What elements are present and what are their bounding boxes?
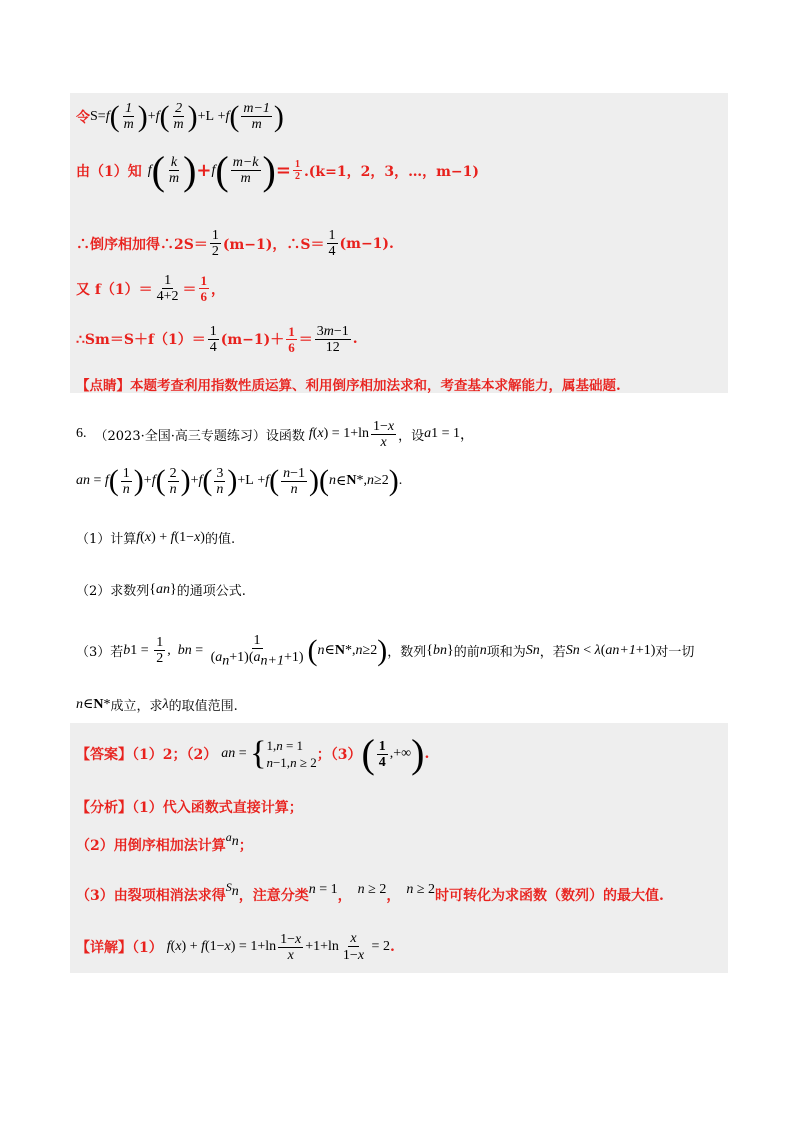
solution-line-4: 又 f（1）＝ $\frac{1}{4+2}$ ＝ $\frac{1}{6}$ ，	[76, 273, 226, 304]
let-label: 令	[76, 109, 90, 126]
problem-source: （2023·全国·高三专题练习）设函数	[94, 428, 305, 444]
solution-line-3: ∴倒序相加得∴2S＝ $\frac{1}{2}$ (m−1)，∴S＝ $\frac{1}{4}$ (m−1).	[76, 228, 394, 259]
insight-note: 【点睛】本题考查利用指数性质运算、利用倒序相加法求和，考查基本求解能力，属基础题.	[76, 378, 621, 394]
question-3-line-2: n ∈ N * 成立，求 λ 的取值范围.	[76, 696, 238, 714]
answer-line: 【答案】（1）2；（2） a n = { 1,n = 1 n−1,n ≥ 2 ；（3） ( $\frac{1}{4}$ ,+∞ ) .	[76, 731, 430, 776]
solution-panel-top	[70, 93, 728, 393]
solution-line-2: 由（1）知 f ( $\frac{k}{m}$ ) + f ( $\frac{m-k}{m}$ ) = $\frac{1}{2}$ .(k=1，2，3，…，m−1)	[76, 147, 479, 193]
analysis-line-3: （3）由裂项相消法求得 $S_n$ ，注意分类 n = 1 ， n ≥ 2 ， n ≥ 2 时可转化为求函数（数列）的最大值.	[76, 880, 664, 905]
analysis-line-1: 【分析】（1）代入函数式直接计算；	[76, 800, 303, 816]
problem-header: 6. （2023·全国·高三专题练习）设函数 f ( x ) = 1+ln $\frac{1-x}{x}$ ，设 a 1 = 1 ，	[76, 419, 475, 450]
detail-line: 【详解】（1） f ( x ) + f (1− x ) = 1+ln $\frac{1-x}{x}$ +1+ln $\frac{x}{1-x}$ = 2 .	[76, 931, 395, 963]
solution-line-5: ∴Sm＝S＋f（1）＝ $\frac{1}{4}$ (m−1)＋ $\frac{1}{6}$ ＝ $\frac{3m-1}{12}$ .	[76, 323, 358, 355]
problem-number: 6.	[76, 426, 87, 441]
solution-line-1: 令 S= f ( $\frac{1}{m}$ ) + f ( $\frac{2}{m}$ ) +L + f ( $\frac{m-1}{m}$ )	[76, 99, 284, 133]
question-1: （1）计算 f ( x ) + f (1− x ) 的值.	[76, 529, 236, 547]
question-3: （3）若 b 1 = $\frac{1}{2}$ , b n = $\frac{1}{(a_n+1)(a_{n+1}+1)}$ ( n ∈ N * , n ≥2 ) ，数列 { b n } 的前 n 项和为 S n ，若 S n < λ ( a n+1 +1) 对一切	[76, 633, 695, 669]
answer-panel	[70, 723, 728, 973]
sequence-definition: a n = f ( $\frac{1}{n}$ ) + f ( $\frac{2}{n}$ ) + f ( $\frac{3}{n}$ ) +L + f ( $\frac{n-1}{n}$ ) ( n ∈ N * , n ≥2 ) .	[76, 464, 403, 497]
question-2: （2）求数列 { a n } 的通项公式.	[76, 581, 246, 599]
analysis-line-2: （2）用倒序相加法计算 $a_n$ ；	[76, 830, 253, 855]
